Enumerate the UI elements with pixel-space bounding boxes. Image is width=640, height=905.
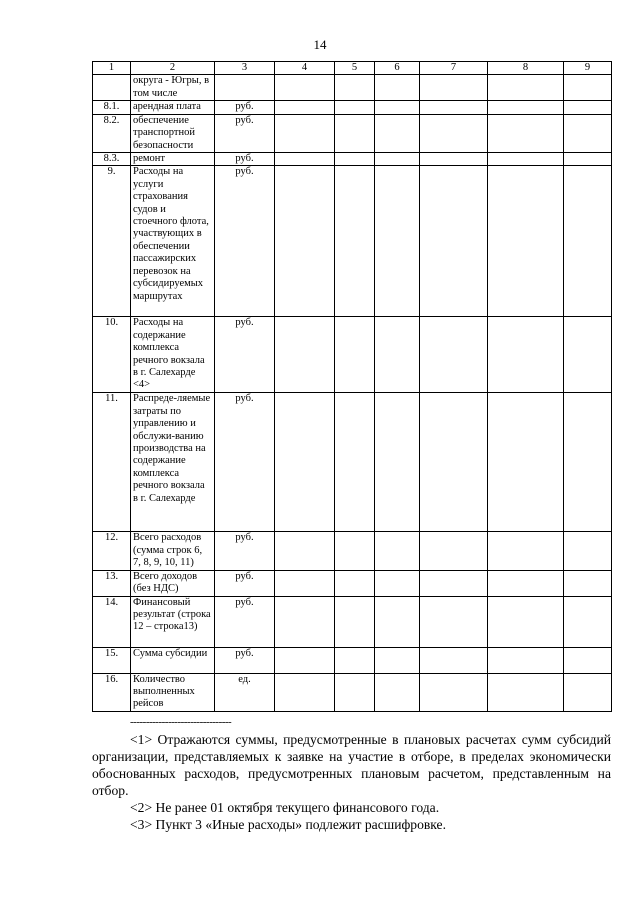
table-row: [93, 317, 612, 393]
column-header: 7: [420, 62, 488, 75]
table-cell: [375, 75, 420, 101]
table-row: [93, 101, 612, 114]
table-cell: [564, 570, 612, 596]
row-name: Расходы на услуги страхования судов и стоечного флота, участвующих в обеспечении пассажирских перевозок на субсидируемых маршрутах: [131, 166, 215, 317]
table-cell: [375, 570, 420, 596]
table-cell: [275, 647, 335, 673]
column-header: 2: [131, 62, 215, 75]
footnote-separator: --------------------------------: [130, 716, 232, 728]
row-number: 9.: [93, 166, 131, 317]
column-header: 9: [564, 62, 612, 75]
table-cell: [564, 532, 612, 570]
table-cell: [335, 101, 375, 114]
row-unit: [215, 75, 275, 101]
table-cell: [488, 570, 564, 596]
footnotes: [92, 731, 611, 833]
table-cell: [564, 101, 612, 114]
table-cell: [375, 166, 420, 317]
table-cell: [375, 393, 420, 532]
table-cell: [564, 673, 612, 711]
table-cell: [275, 393, 335, 532]
table-cell: [488, 153, 564, 166]
row-number: 16.: [93, 673, 131, 711]
table-cell: [488, 673, 564, 711]
row-number: 13.: [93, 570, 131, 596]
table-cell: [375, 673, 420, 711]
row-number: 10.: [93, 317, 131, 393]
table-cell: [564, 647, 612, 673]
table-cell: [420, 166, 488, 317]
table-cell: [275, 673, 335, 711]
table-cell: [335, 166, 375, 317]
table-row: [93, 596, 612, 647]
table-cell: [275, 101, 335, 114]
table-cell: [564, 153, 612, 166]
row-unit: руб.: [215, 647, 275, 673]
table-cell: [488, 166, 564, 317]
footnote-1: <1> Отражаются суммы, предусмотренные в плановых расчетах сумм субсидий организации, представляемых к заявке на участие в отборе, в пределах экономически обоснованных расходов, предусмотренных плановым расчетом, представленным на отбор.: [92, 732, 611, 798]
column-header: 4: [275, 62, 335, 75]
table-cell: [375, 101, 420, 114]
row-name: арендная плата: [131, 101, 215, 114]
subsidy-calculation-table: [92, 61, 612, 712]
table-cell: [488, 647, 564, 673]
column-header: 8: [488, 62, 564, 75]
table-cell: [335, 317, 375, 393]
table-cell: [564, 393, 612, 532]
table-cell: [420, 596, 488, 647]
table-cell: [420, 647, 488, 673]
table-cell: [335, 570, 375, 596]
row-unit: руб.: [215, 317, 275, 393]
table-cell: [375, 153, 420, 166]
row-number: 12.: [93, 532, 131, 570]
row-number: 8.3.: [93, 153, 131, 166]
table-cell: [564, 317, 612, 393]
table-cell: [420, 101, 488, 114]
table-cell: [420, 114, 488, 152]
table-cell: [420, 75, 488, 101]
row-number: 8.2.: [93, 114, 131, 152]
column-header: 5: [335, 62, 375, 75]
row-unit: руб.: [215, 393, 275, 532]
row-name: Расходы на содержание комплекса речного вокзала в г. Салехарде <4>: [131, 317, 215, 393]
row-unit: руб.: [215, 596, 275, 647]
table-cell: [488, 317, 564, 393]
table-row: [93, 75, 612, 101]
row-unit: руб.: [215, 153, 275, 166]
table-cell: [420, 673, 488, 711]
table-cell: [335, 75, 375, 101]
row-number: 11.: [93, 393, 131, 532]
row-unit: руб.: [215, 101, 275, 114]
row-number: 15.: [93, 647, 131, 673]
table-cell: [488, 114, 564, 152]
table-cell: [335, 596, 375, 647]
row-number: 14.: [93, 596, 131, 647]
table-row: [93, 647, 612, 673]
row-name: Сумма субсидии: [131, 647, 215, 673]
table-cell: [420, 317, 488, 393]
column-header: 6: [375, 62, 420, 75]
table-cell: [488, 596, 564, 647]
row-number: 8.1.: [93, 101, 131, 114]
table-cell: [564, 166, 612, 317]
table-row: [93, 532, 612, 570]
table-row: [93, 393, 612, 532]
table-row: [93, 570, 612, 596]
table-cell: [275, 114, 335, 152]
table-cell: [420, 153, 488, 166]
table-cell: [335, 114, 375, 152]
row-name: Финансовый результат (строка 12 – строка13): [131, 596, 215, 647]
table-cell: [564, 596, 612, 647]
table-cell: [420, 532, 488, 570]
row-name: обеспечение транспортной безопасности: [131, 114, 215, 152]
column-header: 1: [93, 62, 131, 75]
column-header: 3: [215, 62, 275, 75]
table-cell: [488, 532, 564, 570]
table-header-row: [93, 62, 612, 75]
table-cell: [488, 75, 564, 101]
table-cell: [375, 532, 420, 570]
row-name: округа - Югры, в том числе: [131, 75, 215, 101]
row-name: ремонт: [131, 153, 215, 166]
table-cell: [275, 570, 335, 596]
table-cell: [488, 393, 564, 532]
row-unit: ед.: [215, 673, 275, 711]
table-cell: [564, 75, 612, 101]
row-unit: руб.: [215, 114, 275, 152]
table-cell: [375, 317, 420, 393]
table-cell: [375, 596, 420, 647]
row-unit: руб.: [215, 570, 275, 596]
table-cell: [335, 673, 375, 711]
table-cell: [488, 101, 564, 114]
row-name: Распреде-ляемые затраты по управлению и обслужи-ванию производства на содержание комплекса речного вокзала в г. Салехарде: [131, 393, 215, 532]
table-cell: [275, 153, 335, 166]
table-row: [93, 673, 612, 711]
table-cell: [275, 317, 335, 393]
table-cell: [375, 114, 420, 152]
footnote-3: <3> Пункт 3 «Иные расходы» подлежит расшифровке.: [130, 817, 446, 832]
footnote-2: <2> Не ранее 01 октября текущего финансового года.: [130, 800, 440, 815]
table-cell: [335, 532, 375, 570]
table-cell: [375, 647, 420, 673]
table-cell: [275, 166, 335, 317]
row-name: Количество выполненных рейсов: [131, 673, 215, 711]
table-row: [93, 153, 612, 166]
table-cell: [275, 75, 335, 101]
page-number: 14: [313, 37, 327, 52]
row-unit: руб.: [215, 166, 275, 317]
table-row: [93, 114, 612, 152]
table-cell: [420, 393, 488, 532]
row-unit: руб.: [215, 532, 275, 570]
row-number: [93, 75, 131, 101]
table-cell: [335, 153, 375, 166]
table-cell: [275, 596, 335, 647]
table-cell: [275, 532, 335, 570]
table-cell: [335, 647, 375, 673]
table-cell: [420, 570, 488, 596]
table-row: [93, 166, 612, 317]
table-cell: [564, 114, 612, 152]
row-name: Всего расходов (сумма строк 6, 7, 8, 9, 10, 11): [131, 532, 215, 570]
row-name: Всего доходов (без НДС): [131, 570, 215, 596]
table-cell: [335, 393, 375, 532]
